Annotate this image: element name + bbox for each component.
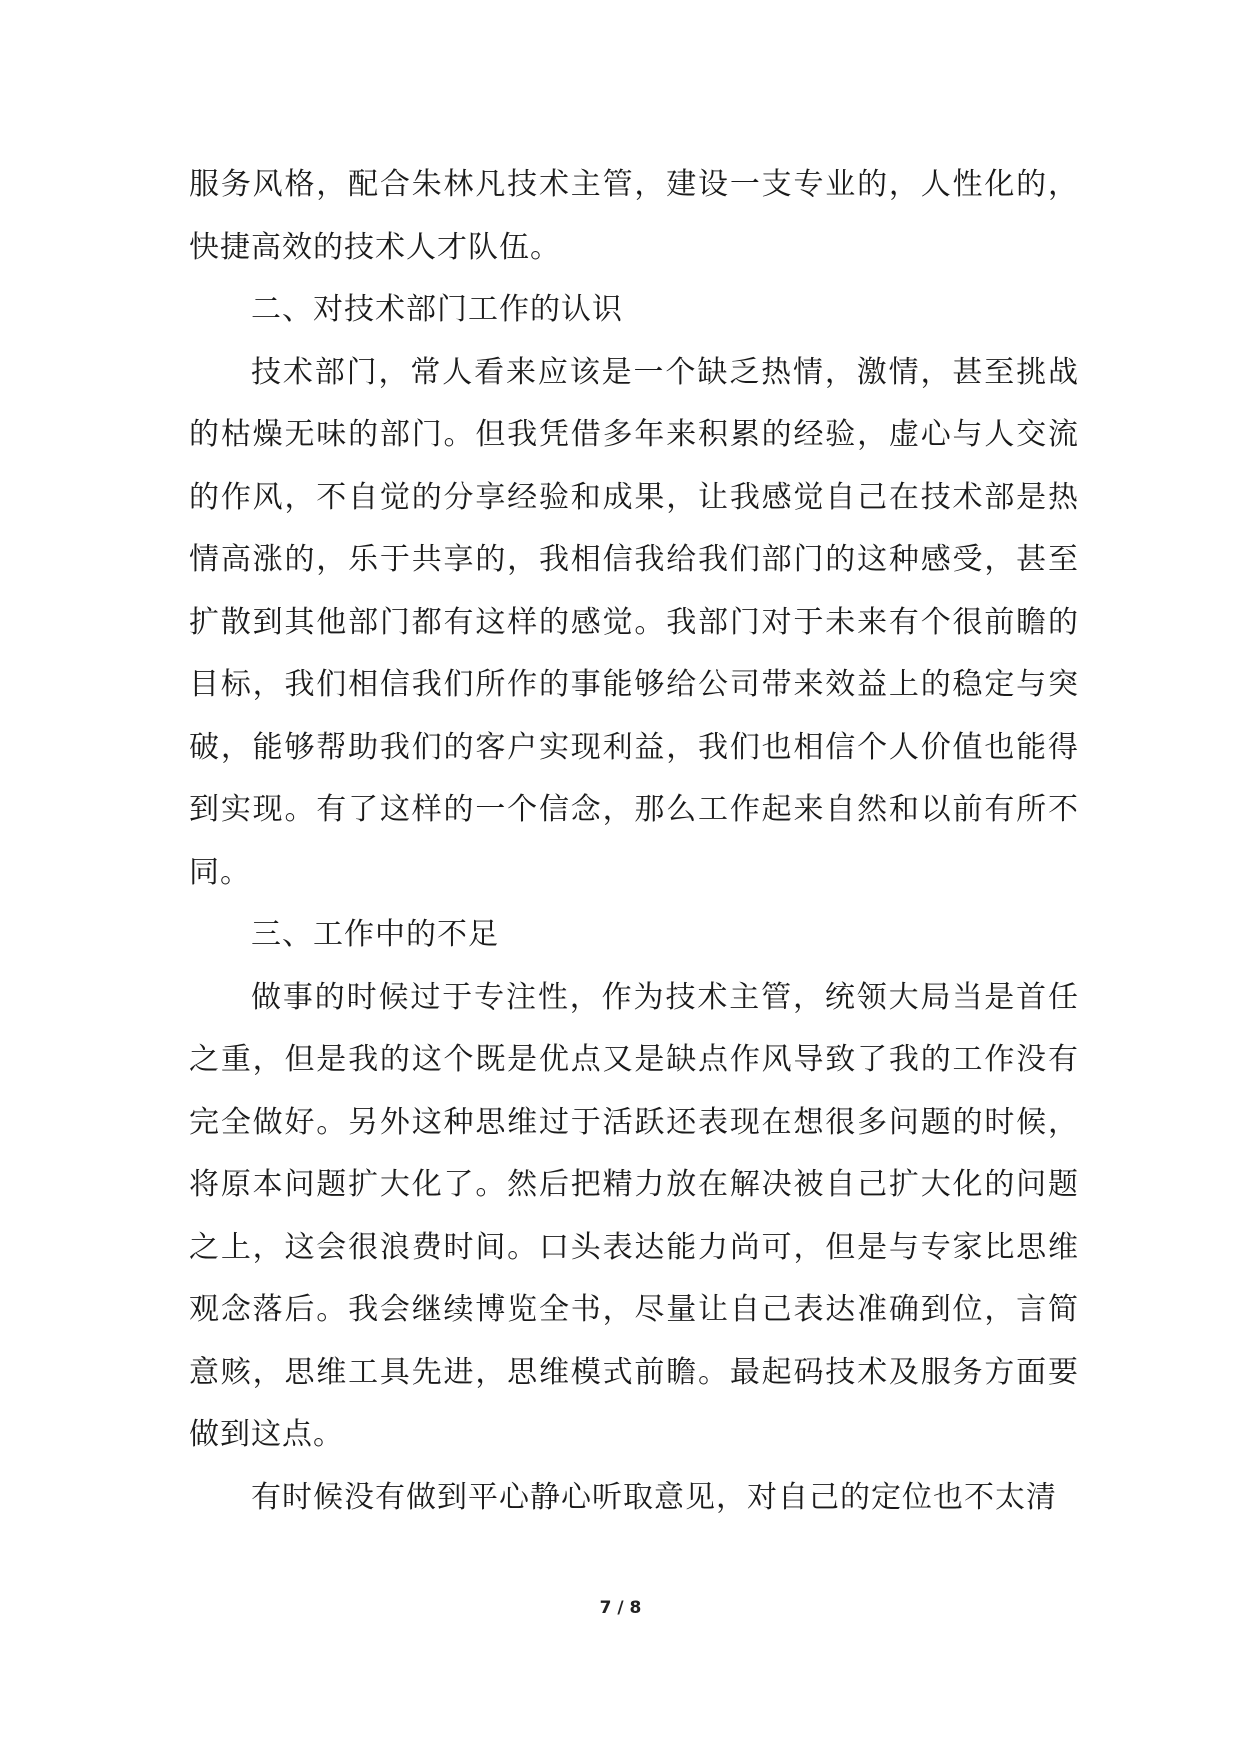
body-paragraph: 做事的时候过于专注性，作为技术主管，统领大局当是首任之重，但是我的这个既是优点又是缺点作风导致了我的工作没有完全做好。另外这种思维过于活跃还表现在想很多问题的时候，将原本问题扩大化了。然后把精力放在解决被自己扩大化的问题之上，这会很浪费时间。口头表达能力尚可，但是与专家比思维观念落后。我会继续博览全书，尽量让自己表达准确到位，言简意赅，思维工具先进，思维模式前瞻。最起码技术及服务方面要做到这点。 <box>189 979 1079 1452</box>
page-number: 7 / 8 <box>599 1598 642 1618</box>
section-heading: 二、对技术部门工作的认识 <box>251 292 623 327</box>
body-paragraph: 有时候没有做到平心静心听取意见，对自己的定位也不太清 <box>251 1479 1057 1515</box>
body-paragraph: 技术部门，常人看来应该是一个缺乏热情，激情，甚至挑战的枯燥无味的部门。但我凭借多年来积累的经验，虚心与人交流的作风，不自觉的分享经验和成果，让我感觉自己在技术部是热情高涨的，乐于共享的，我相信我给我们部门的这种感受，甚至扩散到其他部门都有这样的感觉。我部门对于未来有个很前瞻的目标，我们相信我们所作的事能够给公司带来效益上的稳定与突破，能够帮助我们的客户实现利益，我们也相信个人价值也能得到实现。有了这样的一个信念，那么工作起来自然和以前有所不同。 <box>189 354 1079 890</box>
section-heading: 三、工作中的不足 <box>251 917 499 952</box>
document-body <box>189 154 1079 1529</box>
body-paragraph: 服务风格，配合朱林凡技术主管，建设一支专业的，人性化的，快捷高效的技术人才队伍。 <box>189 167 1079 265</box>
